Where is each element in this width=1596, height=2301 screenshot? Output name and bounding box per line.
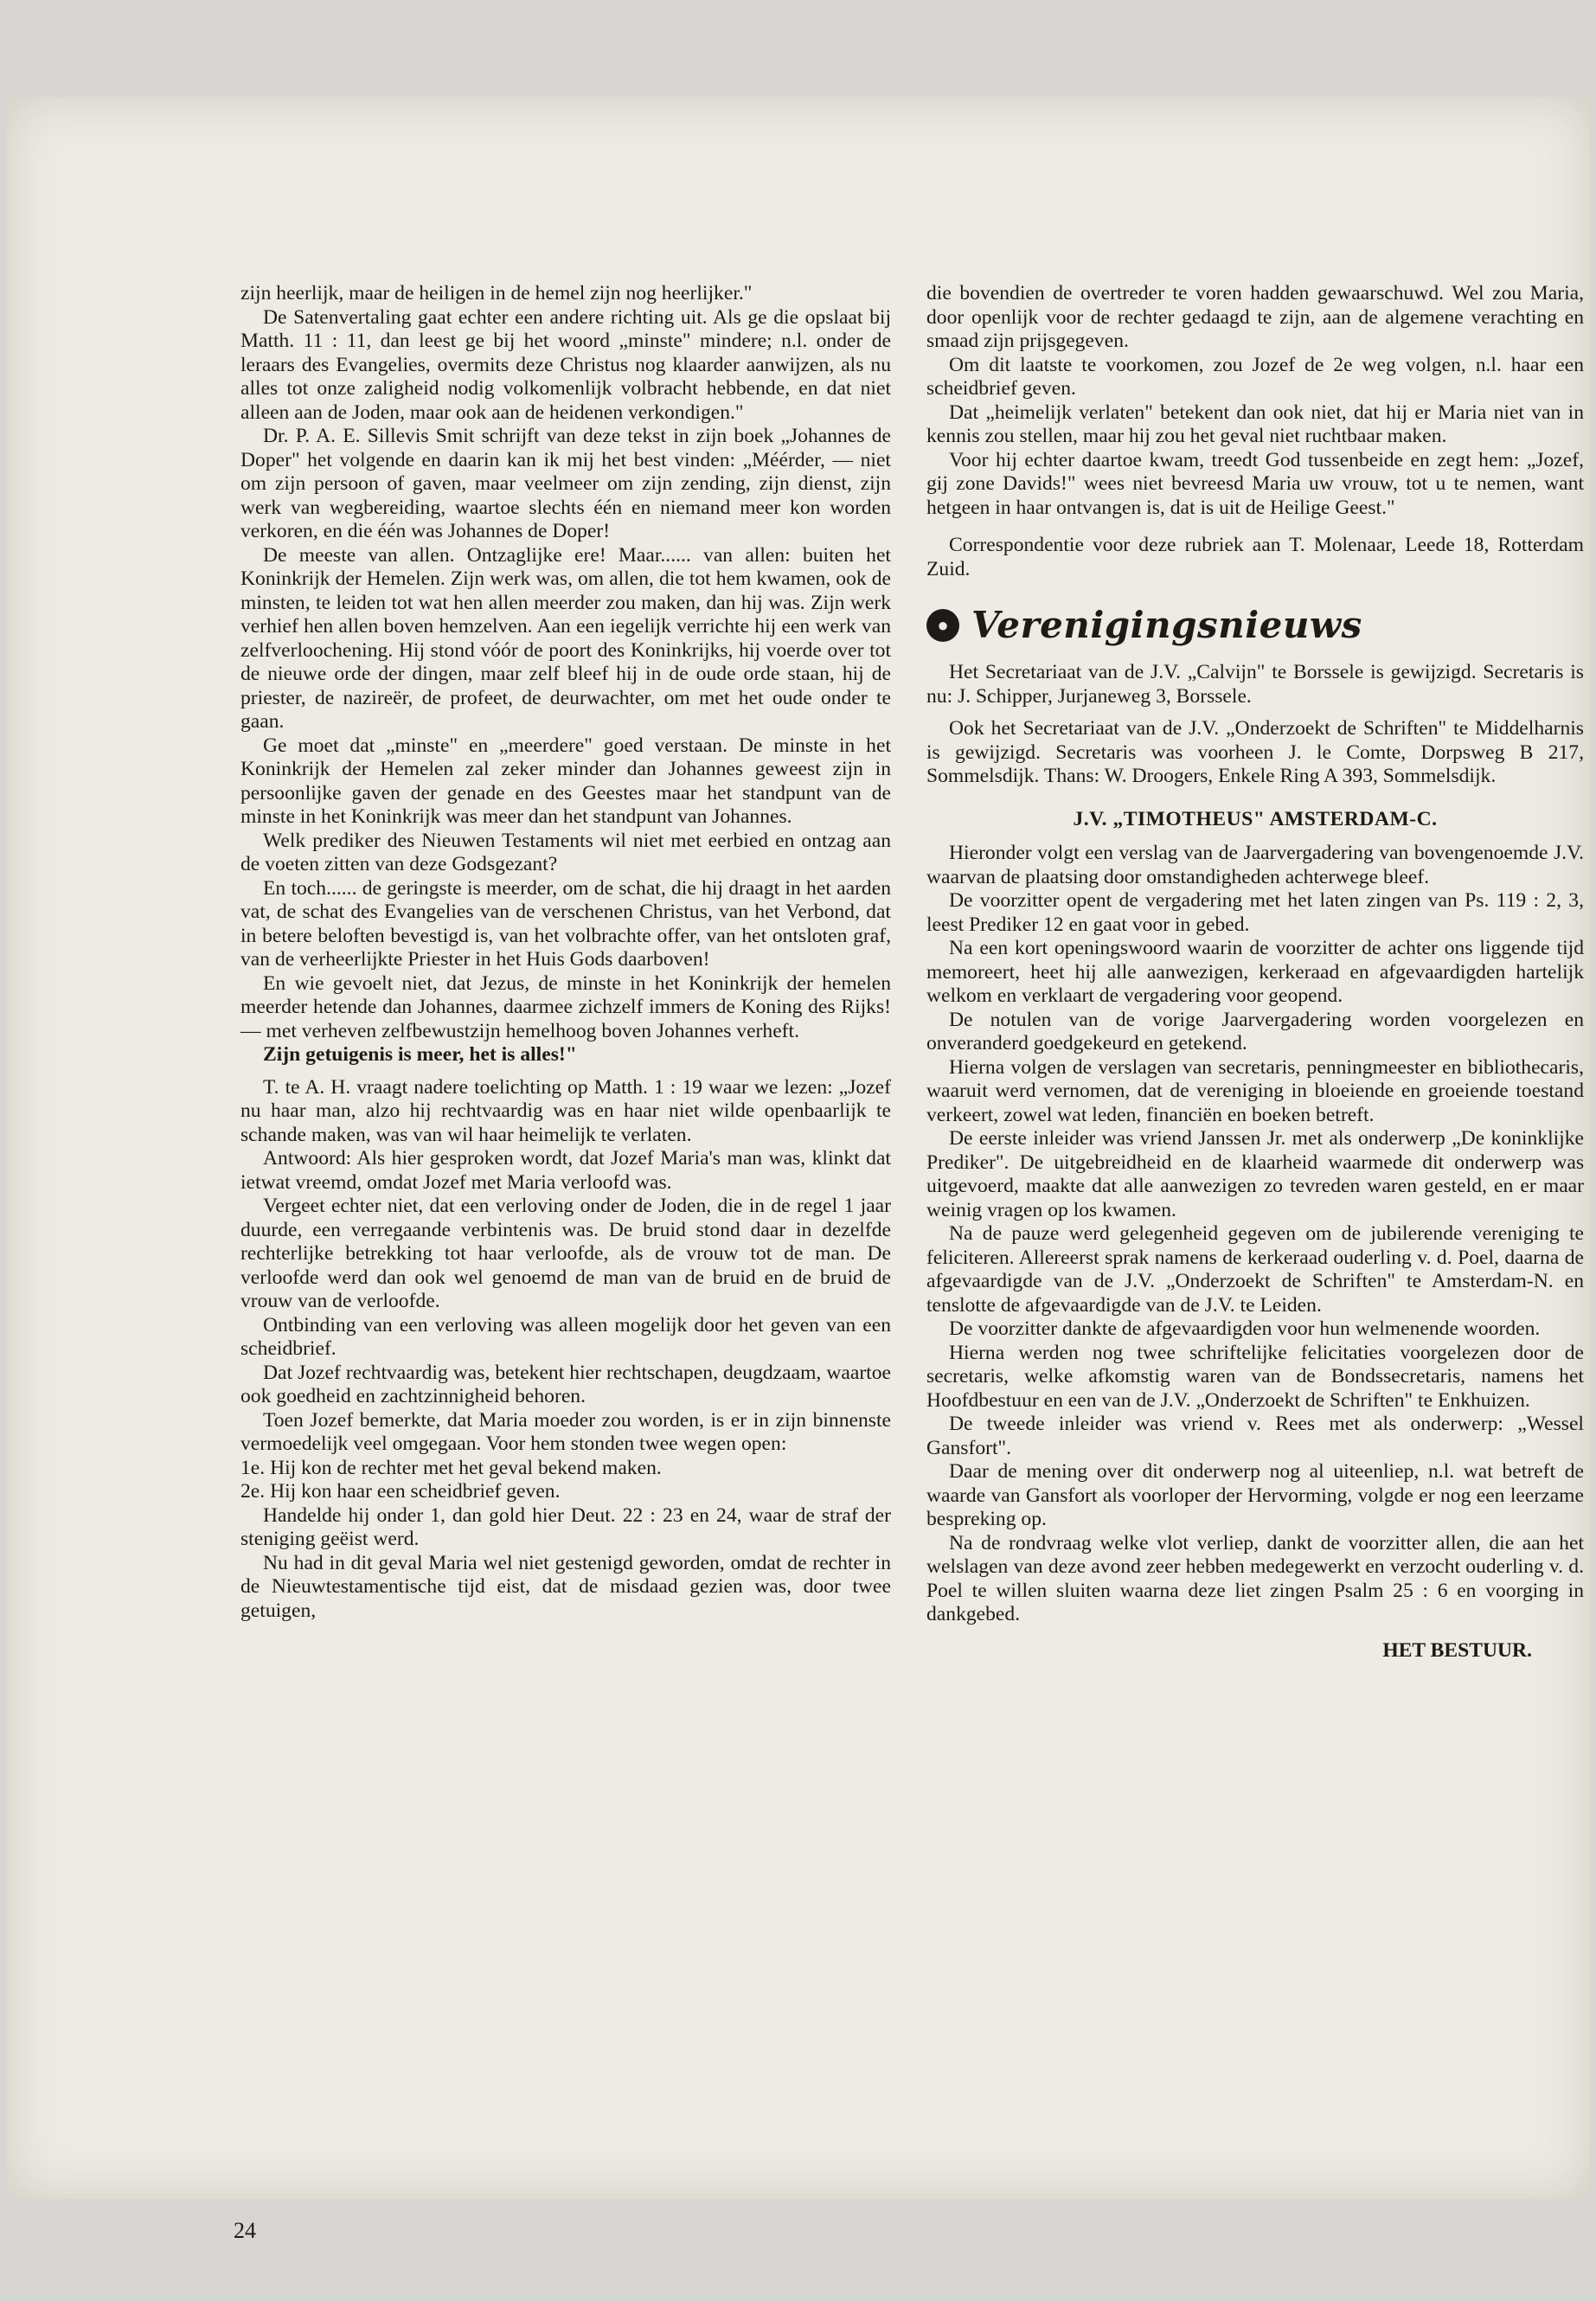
signature: HET BESTUUR. — [1382, 1638, 1532, 1662]
correspondence-note: Correspondentie voor deze rubriek aan T. Molenaar, Leede 18, Rotterdam Zuid. — [926, 534, 1584, 580]
report-paragraph: Hierna volgen de verslagen van secretaris, penningmeester en bibliothecaris, waaruit werd vernomen, dat de vereniging in bloeiende en groeiende toestand verkeert, zowel wat leden, financiën en boeken betreft. — [926, 1055, 1584, 1126]
paragraph: die bovendien de overtreder te voren hadden gewaarschuwd. Wel zou Maria, door openlijk voor de rechter gedaagd te zijn, aan de algemene verachting en smaad zijn prijsgegeven. — [926, 282, 1584, 352]
report-paragraph: Na de pauze werd gelegenheid gegeven om de jubilerende vereniging te feliciteren. Allereerst sprak namens de kerkeraad ouderling v. d. Poel, daarna de afgevaardigde van de J.V. „Onderzoekt de Schriften" te Amsterdam-N. en tenslotte de afgevaardigde van de J.V. te Leiden. — [926, 1222, 1584, 1317]
paragraph: zijn heerlijk, maar de heiligen in de hemel zijn nog heerlijker." — [240, 282, 753, 304]
report-paragraph: De eerste inleider was vriend Janssen Jr. met als onderwerp „De koninklijke Prediker". De uitgebreidheid en de klaarheid waarmede dit onderwerp was uitgevoerd, maakte dat alle aanwezigen zo tevreden waren gesteld, en er maar weinig vragen op los kwamen. — [926, 1127, 1584, 1221]
magazine-page — [7, 97, 1590, 2243]
report-paragraph: De voorzitter dankte de afgevaardigden voor hun welmenende woorden. — [949, 1317, 1541, 1340]
report-paragraph: Hieronder volgt een verslag van de Jaarvergadering van bovengenoemde J.V. waarvan de plaatsing door omstandigheden achterwege bleef. — [926, 842, 1584, 888]
section-title: Verenigingsnieuws — [971, 604, 1362, 647]
paragraph: Ontbinding van een verloving was alleen mogelijk door het geven van een scheidbrief. — [240, 1313, 891, 1360]
news-item: Het Secretariaat van de J.V. „Calvijn" te Borssele is gewijzigd. Secretaris is nu: J. Schipper, Jurjaneweg 3, Borssele. — [926, 661, 1584, 708]
report-paragraph: De notulen van de vorige Jaarvergadering worden voorgelezen en onveranderd goedgekeurd en getekend. — [926, 1008, 1584, 1054]
paragraph: Voor hij echter daartoe kwam, treedt God tussenbeide en zegt hem: „Jozef, gij zone Davids!" wees niet bevreesd Maria uw vrouw, tot u te nemen, want hetgeen in haar ontvangen is, dat is uit de Heilige Geest." — [926, 448, 1584, 519]
report-paragraph: De tweede inleider was vriend v. Rees met als onderwerp: „Wessel Gansfort". — [926, 1413, 1584, 1459]
paragraph: Zijn getuigenis is meer, het is alles!" — [263, 1043, 577, 1066]
paragraph: Dat „heimelijk verlaten" betekent dan ook niet, dat hij er Maria niet van in kennis zou stellen, maar hij zou het geval niet ruchtbaar maken. — [926, 401, 1584, 447]
spacer — [926, 708, 1584, 717]
paragraph: De Satenvertaling gaat echter een andere richting uit. Als ge die opslaat bij Matth. 11 : 11, dan leest ge bij het woord „minste" mindere; n.l. onder de leraars des Evangelies, overmits deze Christus nog klaarder aanwijzen, als nu alles tot onze zaligheid nodig volkomenlijk volbracht hebbende, en dat niet alleen aan de Joden, maar ook aan de heidenen verkondigen." — [240, 305, 891, 424]
paragraph: Vergeet echter niet, dat een verloving onder de Joden, die in de regel 1 jaar duurde, een verregaande verbintenis was. De bruid stond daar in dezelfde rechterlijke betrekking tot haar verloofde, als de vrouw tot de man. De verloofde werd dan ook wel genoemd de man van de bruid en de bruid de vrouw van de verloofde. — [240, 1195, 891, 1312]
paragraph: En toch...... de geringste is meerder, om de schat, die hij draagt in het aarden vat, de schat des Evangelies van de verschenen Christus, van het Verbond, dat in betere beloften bevestigd is, van het volbrachte offer, van het ontsloten graf, van de verheerlijkte Priester in het Huis Gods daarboven! — [240, 876, 891, 971]
bullet-icon: ● — [926, 609, 959, 642]
paragraph: Handelde hij onder 1, dan gold hier Deut. 22 : 23 en 24, waar de straf der steniging geëist werd. — [240, 1503, 891, 1550]
left-column — [240, 282, 891, 1623]
question-paragraph: T. te A. H. vraagt nadere toelichting op Matth. 1 : 19 waar we lezen: „Jozef nu haar man, alzo hij rechtvaardig was en haar niet wilde openbaarlijk te schande maken, was van wil haar heimelijk te verlaten. — [240, 1075, 891, 1146]
paragraph: En wie gevoelt niet, dat Jezus, de minste in het Koninkrijk der hemelen meerder hetende dan Johannes, daarmee zichzelf immers de Koning des Rijks! — met verheven zelfbewustzijn hemelhoog boven Johannes verheft. — [240, 971, 891, 1042]
spacer — [240, 1067, 891, 1076]
right-column — [926, 282, 1584, 1663]
report-paragraph: De voorzitter opent de vergadering met het laten zingen van Ps. 119 : 2, 3, leest Prediker 12 en gaat voor in gebed. — [926, 889, 1584, 936]
paragraph: Ge moet dat „minste" en „meerdere" goed verstaan. De minste in het Koninkrijk der Hemelen zal zeker minder dan Johannes geweest zijn in persoonlijke gaven der genade en des Geestes maar het standpunt van de minste in het Koninkrijk was meer dan het standpunt van Johannes. — [240, 734, 891, 828]
news-item: Ook het Secretariaat van de J.V. „Onderzoekt de Schriften" te Middelharnis is gewijzigd. Secretaris was voorheen J. le Comte, Dorpsweg B 217, Sommelsdijk. Thans: W. Droogers, Enkele Ring A 393, Sommelsdijk. — [926, 717, 1584, 787]
answer-paragraph: Antwoord: Als hier gesproken wordt, dat Jozef Maria's man was, klinkt dat ietwat vreemd, omdat Jozef met Maria verloofd was. — [240, 1147, 891, 1194]
paragraph: Om dit laatste te voorkomen, zou Jozef de 2e weg volgen, n.l. haar een scheidbrief geven. — [926, 353, 1584, 400]
report-paragraph: Na een kort openingswoord waarin de voorzitter de achter ons liggende tijd memoreert, heet hij alle aanwezigen, kerkeraad en afgevaardigden hartelijk welkom en verklaart de vergadering voor geopend. — [926, 937, 1584, 1007]
page-number: 24 — [234, 2218, 256, 2243]
section-header — [926, 604, 1584, 647]
paragraph: Nu had in dit geval Maria wel niet gestenigd geworden, omdat de rechter in de Nieuwtestamentische tijd eist, dat de misdaad gezien was, door twee getuigen, — [240, 1551, 891, 1622]
report-paragraph: Hierna werden nog twee schriftelijke felicitaties voorgelezen door de secretaris, welke afkomstig waren van de Bondssecretaris, namens het Hoofdbestuur en een van de J.V. „Onderzoekt de Schriften" te Enkhuizen. — [926, 1341, 1584, 1412]
paragraph: De meeste van allen. Ontzaglijke ere! Maar...... van allen: buiten het Koninkrijk der Hemelen. Zijn werk was, om allen, die tot hem kwamen, ook de minsten, te leiden tot wat hen allen meerder zou maken, dan hij was. Zijn werk verhief hen allen boven hemzelven. Aan een iegelijk verrichte hij een werk van zelfverloochening. Hij stond vóór de poort des Koninkrijks, hij voerde over tot de nieuwe orde der dingen, maar zelf bleef hij in de oude orde staan, hij de priester, de nazireër, de profeet, de deurwachter, om met het oude onder te gaan. — [240, 543, 891, 733]
report-paragraph: Daar de mening over dit onderwerp nog al uiteenliep, n.l. wat betreft de waarde van Gansfort als voorloper der Hervorming, volgde er nog een leerzame bespreking op. — [926, 1460, 1584, 1530]
paragraph: Dat Jozef rechtvaardig was, betekent hier rechtschapen, deugdzaam, waartoe ook goedheid en zachtzinnigheid behoren. — [240, 1361, 891, 1407]
list-item: 1e. Hij kon de rechter met het geval bekend maken. — [240, 1456, 662, 1479]
report-heading: J.V. „TIMOTHEUS" AMSTERDAM-C. — [1073, 807, 1438, 830]
list-item: 2e. Hij kon haar een scheidbrief geven. — [240, 1480, 561, 1503]
paragraph: Welk prediker des Nieuwen Testaments wil niet met eerbied en ontzag aan de voeten zitten van deze Godsgezant? — [240, 829, 891, 875]
paragraph: Toen Jozef bemerkte, dat Maria moeder zou worden, is er in zijn binnenste vermoedelijk veel omgegaan. Voor hem stonden twee wegen open: — [240, 1408, 891, 1455]
paragraph: Dr. P. A. E. Sillevis Smit schrijft van deze tekst in zijn boek „Johannes de Doper" het volgende en daarin kan ik mij het best vinden: „Méérder, — niet om zijn persoon of gaven, maar veelmeer om zijn zending, zijn dienst, zijn werk van wegbereiding, waartoe slechts één en niemand meer kon worden verkoren, en die één was Johannes de Doper! — [240, 425, 891, 542]
report-paragraph: Na de rondvraag welke vlot verliep, dankt de voorzitter allen, die aan het welslagen van deze avond zeer hebben medegewerkt en verzocht ouderling v. d. Poel te willen sluiten waarna deze liet zingen Psalm 25 : 6 en voorging in dankgebed. — [926, 1531, 1584, 1625]
